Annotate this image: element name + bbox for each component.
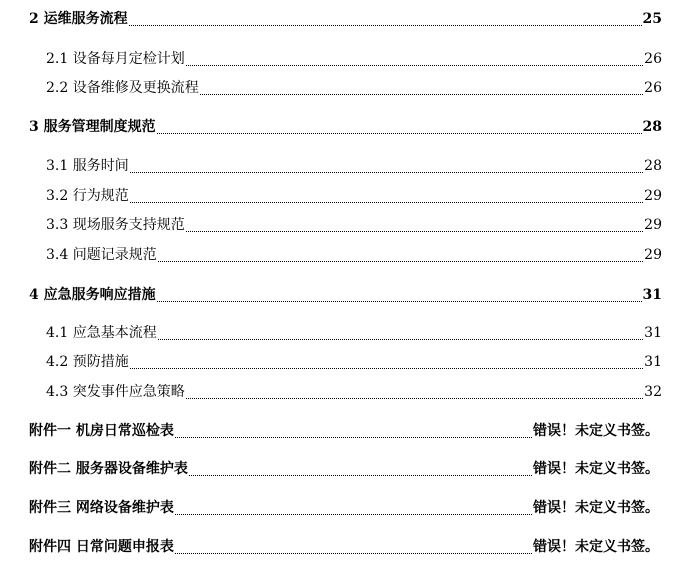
dot-leader xyxy=(175,544,532,556)
toc-entry-label: 3.2 行为规范 xyxy=(46,188,129,204)
toc-entry-appendix-4[interactable] xyxy=(29,538,659,556)
toc-entry-label: 附件二 服务器设备维护表 xyxy=(29,461,188,477)
toc-entry-section-4-1[interactable] xyxy=(46,324,662,342)
dot-leader xyxy=(130,163,643,175)
toc-entry-label: 附件四 日常问题申报表 xyxy=(29,539,174,555)
toc-entry-section-4-3[interactable] xyxy=(46,383,662,401)
toc-entry-page: 25 xyxy=(642,11,662,27)
toc-entry-label: 4.2 预防措施 xyxy=(46,354,129,370)
dot-leader xyxy=(158,252,643,264)
toc-entry-page: 错误！未定义书签。 xyxy=(533,500,659,516)
toc-entry-label: 3.1 服务时间 xyxy=(46,158,129,174)
toc-entry-appendix-1[interactable] xyxy=(29,422,659,440)
dot-leader xyxy=(186,222,643,234)
toc-entry-page: 26 xyxy=(644,80,662,96)
toc-entry-label: 3.3 现场服务支持规范 xyxy=(46,217,185,233)
toc-entry-page: 26 xyxy=(644,51,662,67)
dot-leader xyxy=(175,428,532,440)
toc-entry-label: 4 应急服务响应措施 xyxy=(29,287,156,303)
dot-leader xyxy=(157,124,642,136)
toc-entry-label: 2.2 设备维修及更换流程 xyxy=(46,80,199,96)
toc-entry-page: 31 xyxy=(644,325,662,341)
toc-entry-label: 附件三 网络设备维护表 xyxy=(29,500,174,516)
dot-leader xyxy=(130,193,643,205)
toc-entry-section-3-2[interactable] xyxy=(46,187,662,205)
toc-entry-label: 3.4 问题记录规范 xyxy=(46,247,157,263)
dot-leader xyxy=(175,505,532,517)
toc-entry-chapter-2[interactable] xyxy=(29,10,662,28)
toc-entry-section-3-3[interactable] xyxy=(46,216,662,234)
toc-entry-label: 4.1 应急基本流程 xyxy=(46,325,157,341)
toc-entry-section-2-1[interactable] xyxy=(46,50,662,68)
dot-leader xyxy=(158,330,643,342)
toc-entry-chapter-3[interactable] xyxy=(29,118,662,136)
toc-entry-label: 2.1 设备每月定检计划 xyxy=(46,51,185,67)
toc-entry-appendix-2[interactable] xyxy=(29,460,659,478)
dot-leader xyxy=(189,466,532,478)
toc-entry-label: 附件一 机房日常巡检表 xyxy=(29,423,174,439)
dot-leader xyxy=(130,359,643,371)
toc-entry-chapter-4[interactable] xyxy=(29,286,662,304)
toc-entry-page: 错误！未定义书签。 xyxy=(533,461,659,477)
toc-entry-label: 2 运维服务流程 xyxy=(29,11,128,27)
dot-leader xyxy=(186,56,643,68)
toc-entry-page: 28 xyxy=(644,158,662,174)
toc-entry-section-3-1[interactable] xyxy=(46,157,662,175)
toc-entry-appendix-3[interactable] xyxy=(29,499,659,517)
toc-entry-label: 4.3 突发事件应急策略 xyxy=(46,384,185,400)
dot-leader xyxy=(157,292,642,304)
toc-entry-page: 29 xyxy=(644,188,662,204)
toc-entry-section-4-2[interactable] xyxy=(46,353,662,371)
toc-entry-page: 错误！未定义书签。 xyxy=(533,423,659,439)
toc-entry-page: 28 xyxy=(642,119,662,135)
toc-entry-section-2-2[interactable] xyxy=(46,79,662,97)
toc-entry-page: 29 xyxy=(644,247,662,263)
toc-entry-page: 31 xyxy=(644,354,662,370)
toc-entry-section-3-4[interactable] xyxy=(46,246,662,264)
dot-leader xyxy=(129,16,642,28)
toc-entry-label: 3 服务管理制度规范 xyxy=(29,119,156,135)
toc-entry-page: 31 xyxy=(642,287,662,303)
toc-entry-page: 29 xyxy=(644,217,662,233)
dot-leader xyxy=(200,85,643,97)
toc-entry-page: 32 xyxy=(644,384,662,400)
dot-leader xyxy=(186,389,643,401)
toc-entry-page: 错误！未定义书签。 xyxy=(533,539,659,555)
